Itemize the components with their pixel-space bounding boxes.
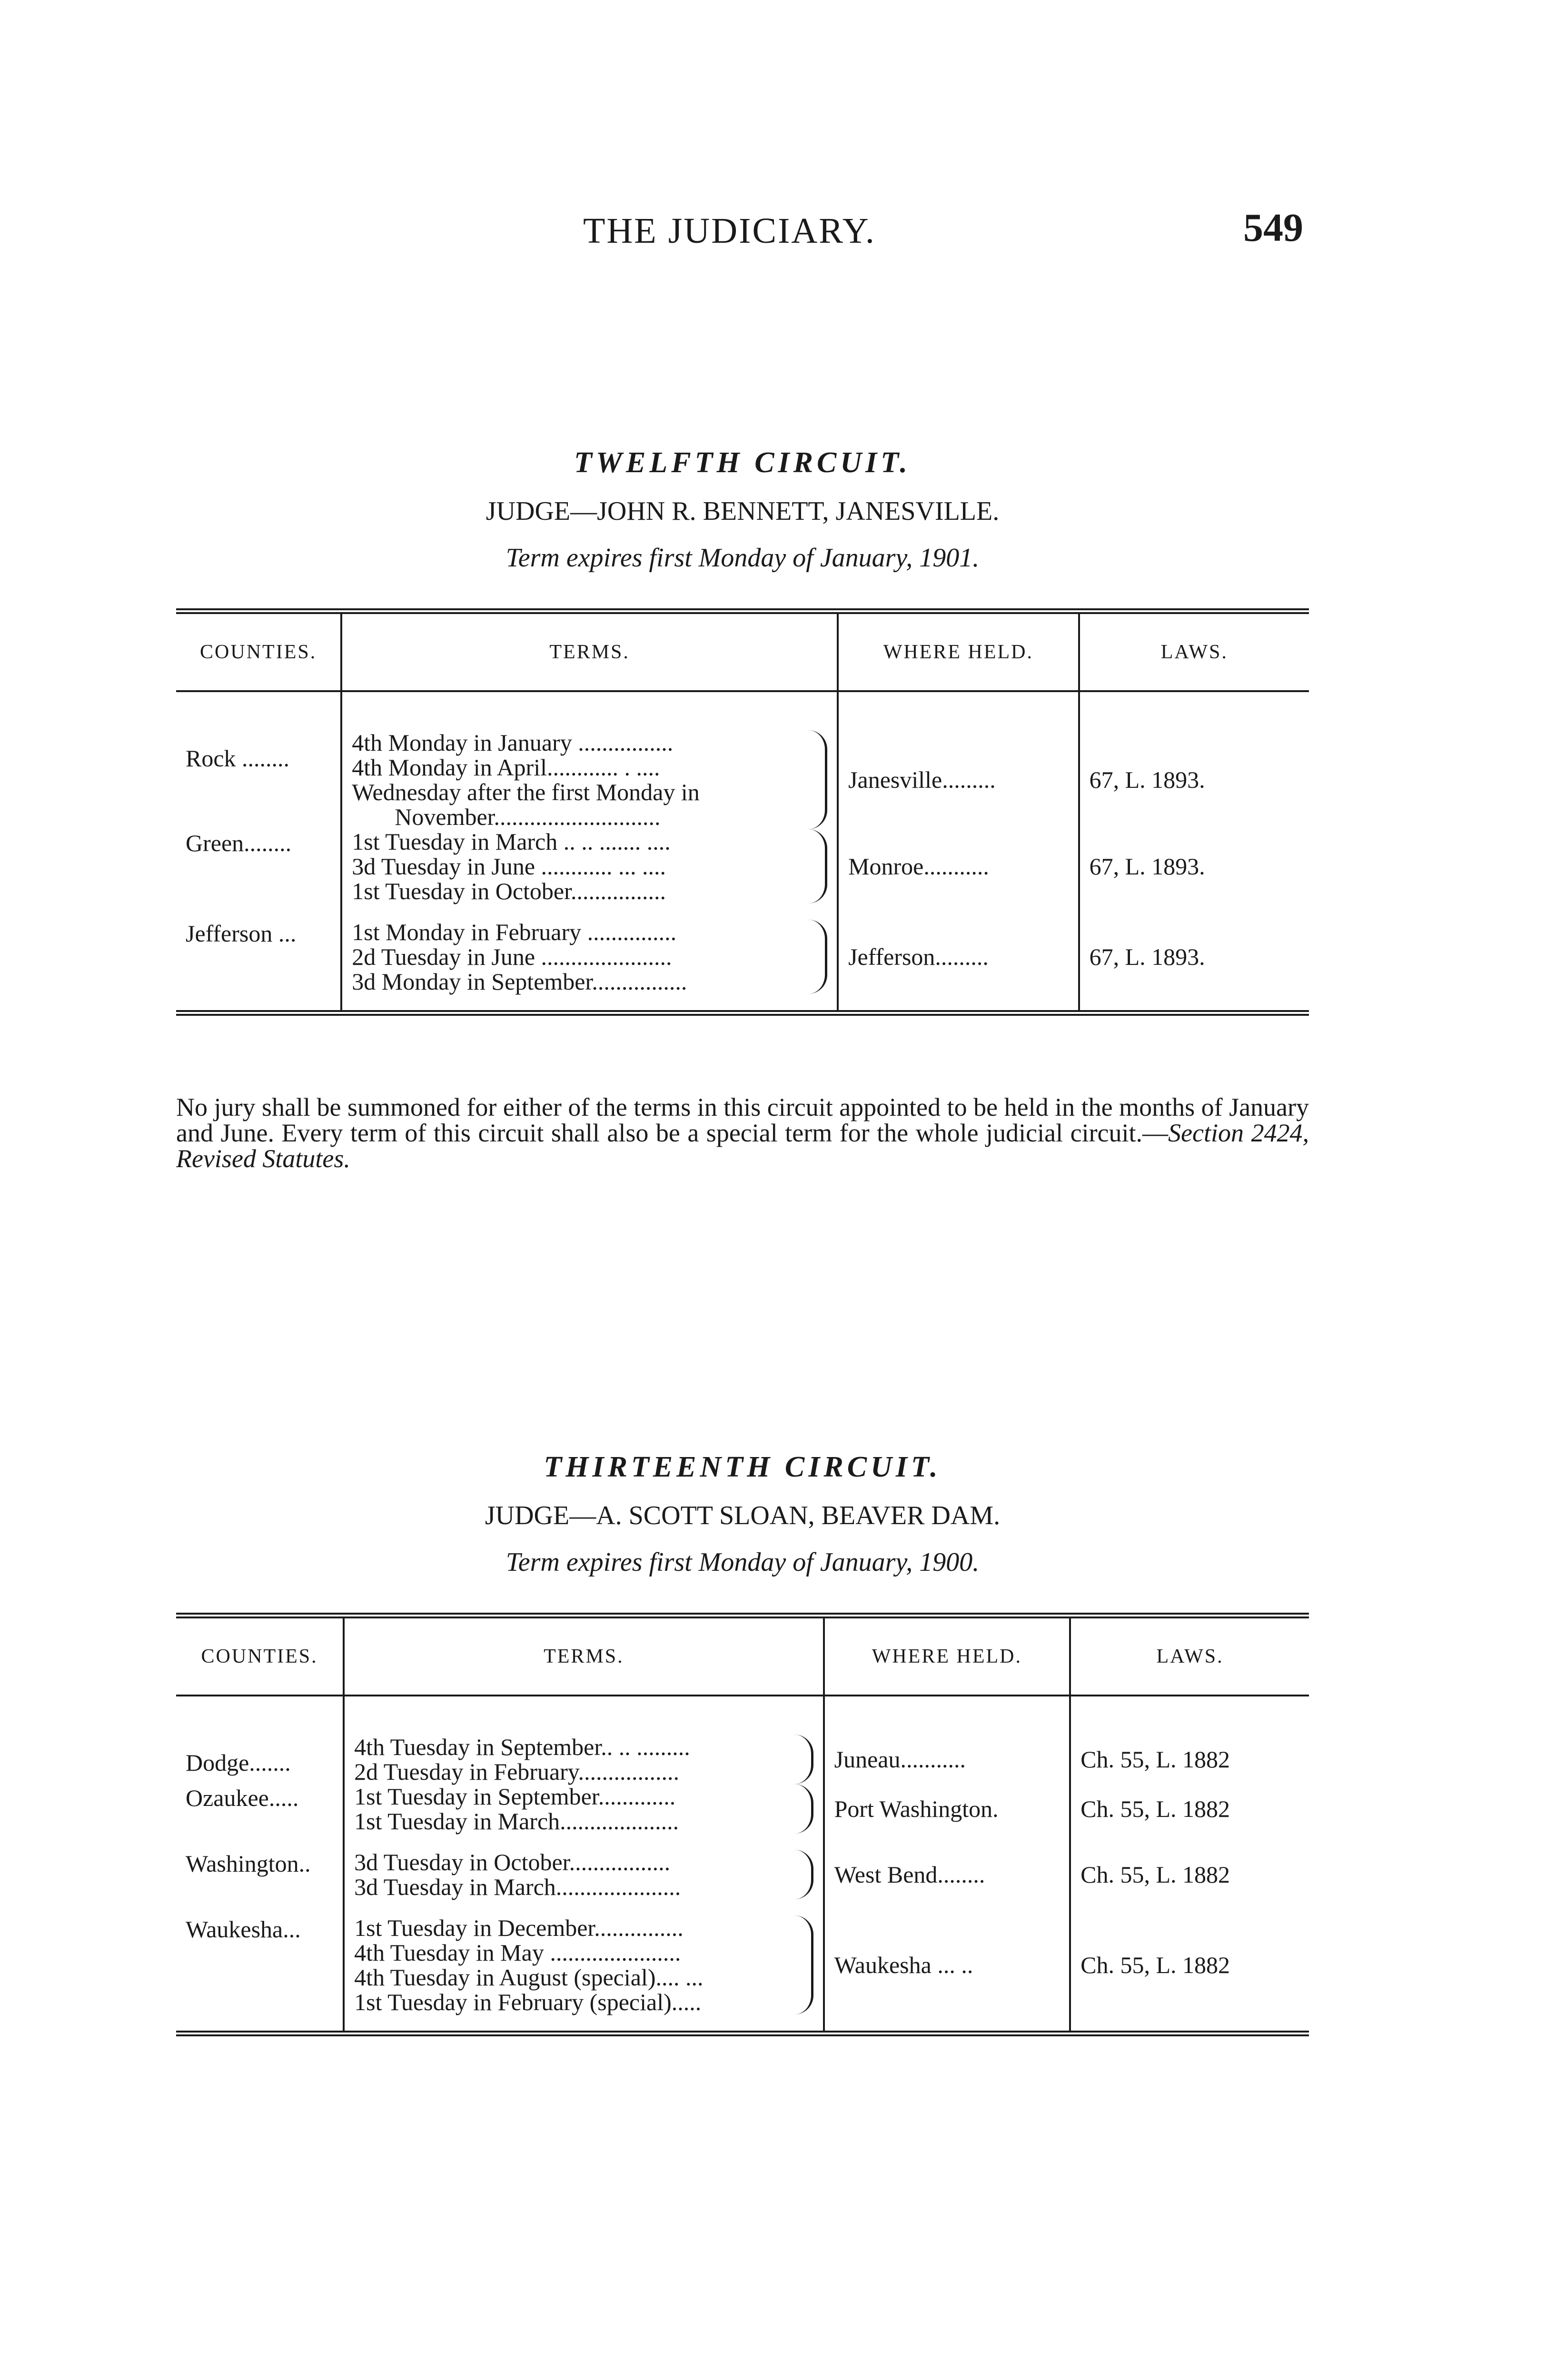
term-item: 1st Tuesday in February (special).....: [354, 1989, 702, 2015]
laws-cell: 67, L. 1893.: [1089, 853, 1205, 880]
column-header-terms: TERMS.: [341, 611, 838, 691]
laws-cell: Ch. 55, L. 1882: [1080, 1746, 1230, 1773]
table-row: [176, 920, 1309, 1013]
judge-line: JUDGE—A. SCOTT SLOAN, BEAVER DAM.: [485, 1501, 1001, 1530]
where-held-cell: Port Washington.: [824, 1784, 1070, 1850]
where-held-cell: West Bend........: [824, 1850, 1070, 1915]
term-item: Wednesday after the first Monday in: [352, 779, 700, 805]
circuit-title: THIRTEENTH CIRCUIT.: [544, 1451, 941, 1483]
terms-cell: [341, 920, 838, 1013]
term-expiry-line: Term expires first Monday of January, 1901.: [505, 543, 980, 573]
county-cell: Waukesha...: [186, 1916, 301, 1943]
term-item: 1st Tuesday in March....................: [354, 1808, 679, 1835]
table-row: [176, 1915, 1309, 2033]
term-item: 4th Tuesday in September.. .. .........: [354, 1734, 690, 1760]
note-text: No jury shall be summoned for either of the terms in this circuit appointed to be held in the months of January and June. Every term of this circuit shall also be a special term for the whole judicial circuit.—: [176, 1093, 1309, 1147]
term-item: 1st Tuesday in September.............: [354, 1783, 676, 1810]
table-row: [176, 691, 1309, 829]
column-header-counties: COUNTIES.: [176, 1616, 344, 1696]
terms-cell: [344, 1784, 823, 1850]
terms-cell: [341, 829, 838, 920]
term-item: 4th Tuesday in August (special).... ...: [354, 1964, 704, 1991]
term-item: November............................: [395, 803, 661, 830]
term-item: 3d Monday in September................: [352, 968, 687, 995]
brace: [807, 730, 827, 829]
term-item: 1st Monday in February ...............: [352, 919, 677, 945]
brace: [793, 1850, 813, 1899]
circuit-terms-table: [176, 1613, 1309, 2036]
table-header-row: [176, 611, 1309, 691]
term-item: 1st Tuesday in March .. .. ....... ....: [352, 828, 671, 855]
circuit-title: TWELFTH CIRCUIT.: [574, 446, 911, 479]
column-header-terms: TERMS.: [344, 1616, 823, 1696]
term-item: 4th Monday in April............ . ....: [352, 754, 660, 781]
term-item: 2d Tuesday in February.................: [354, 1758, 680, 1785]
terms-cell: [344, 1915, 823, 2033]
where-held-cell: Waukesha ... ..: [824, 1915, 1070, 2033]
brace: [793, 1735, 813, 1784]
term-item: 1st Tuesday in October................: [352, 878, 666, 904]
county-cell: Washington..: [186, 1850, 311, 1877]
twelfth-circuit-section: [176, 443, 1309, 1016]
column-header-laws: LAWS.: [1079, 611, 1309, 691]
thirteenth-circuit-section: [176, 1447, 1309, 2036]
term-item: 3d Tuesday in June ............ ... ....: [352, 853, 666, 880]
column-header-laws: LAWS.: [1070, 1616, 1309, 1696]
term-item: 3d Tuesday in October.................: [354, 1849, 671, 1875]
where-held-cell: Monroe...........: [838, 829, 1079, 920]
laws-cell: 67, L. 1893.: [1089, 943, 1205, 970]
county-cell: Ozaukee.....: [186, 1785, 299, 1811]
column-header-where-held: WHERE HELD.: [838, 611, 1079, 691]
table-row: [176, 829, 1309, 920]
table-row: [176, 1696, 1309, 1784]
table-header-row: [176, 1616, 1309, 1696]
table-row: [176, 1850, 1309, 1915]
page-number: 549: [1243, 206, 1303, 250]
brace: [793, 1784, 813, 1834]
laws-cell: Ch. 55, L. 1882: [1080, 1952, 1230, 1978]
judge-line: JUDGE—JOHN R. BENNETT, JANESVILLE.: [486, 496, 1000, 526]
terms-cell: [344, 1850, 823, 1915]
county-cell: Jefferson ...: [186, 920, 297, 947]
county-cell: Rock ........: [186, 745, 290, 772]
county-cell: Green........: [186, 830, 292, 856]
where-held-cell: Jefferson.........: [838, 920, 1079, 1013]
laws-cell: 67, L. 1893.: [1089, 766, 1205, 793]
note-citation: Section 2424, Revised Statutes.: [176, 1119, 1309, 1173]
table-row: [176, 1784, 1309, 1850]
term-item: 2d Tuesday in June ......................: [352, 943, 672, 970]
laws-cell: Ch. 55, L. 1882: [1080, 1861, 1230, 1888]
brace: [807, 920, 827, 994]
column-header-where-held: WHERE HELD.: [824, 1616, 1070, 1696]
term-item: 1st Tuesday in December...............: [354, 1914, 684, 1941]
column-header-counties: COUNTIES.: [176, 611, 341, 691]
term-item: 3d Tuesday in March.....................: [354, 1874, 681, 1900]
where-held-cell: Janesville.........: [838, 691, 1079, 829]
running-title: THE JUDICIARY.: [583, 211, 876, 251]
county-cell: Dodge.......: [186, 1749, 291, 1776]
terms-cell: [341, 691, 838, 829]
brace: [793, 1915, 813, 2014]
term-item: 4th Monday in January ................: [352, 729, 674, 756]
term-expiry-line: Term expires first Monday of January, 1900.: [505, 1547, 980, 1577]
circuit-terms-table: [176, 608, 1309, 1016]
laws-cell: Ch. 55, L. 1882: [1080, 1795, 1230, 1822]
term-item: 4th Tuesday in May ......................: [354, 1939, 681, 1966]
circuit-note: [176, 1094, 1309, 1171]
brace: [807, 829, 827, 903]
terms-cell: [344, 1696, 823, 1784]
where-held-cell: Juneau...........: [824, 1696, 1070, 1784]
page-header: [0, 205, 1546, 262]
